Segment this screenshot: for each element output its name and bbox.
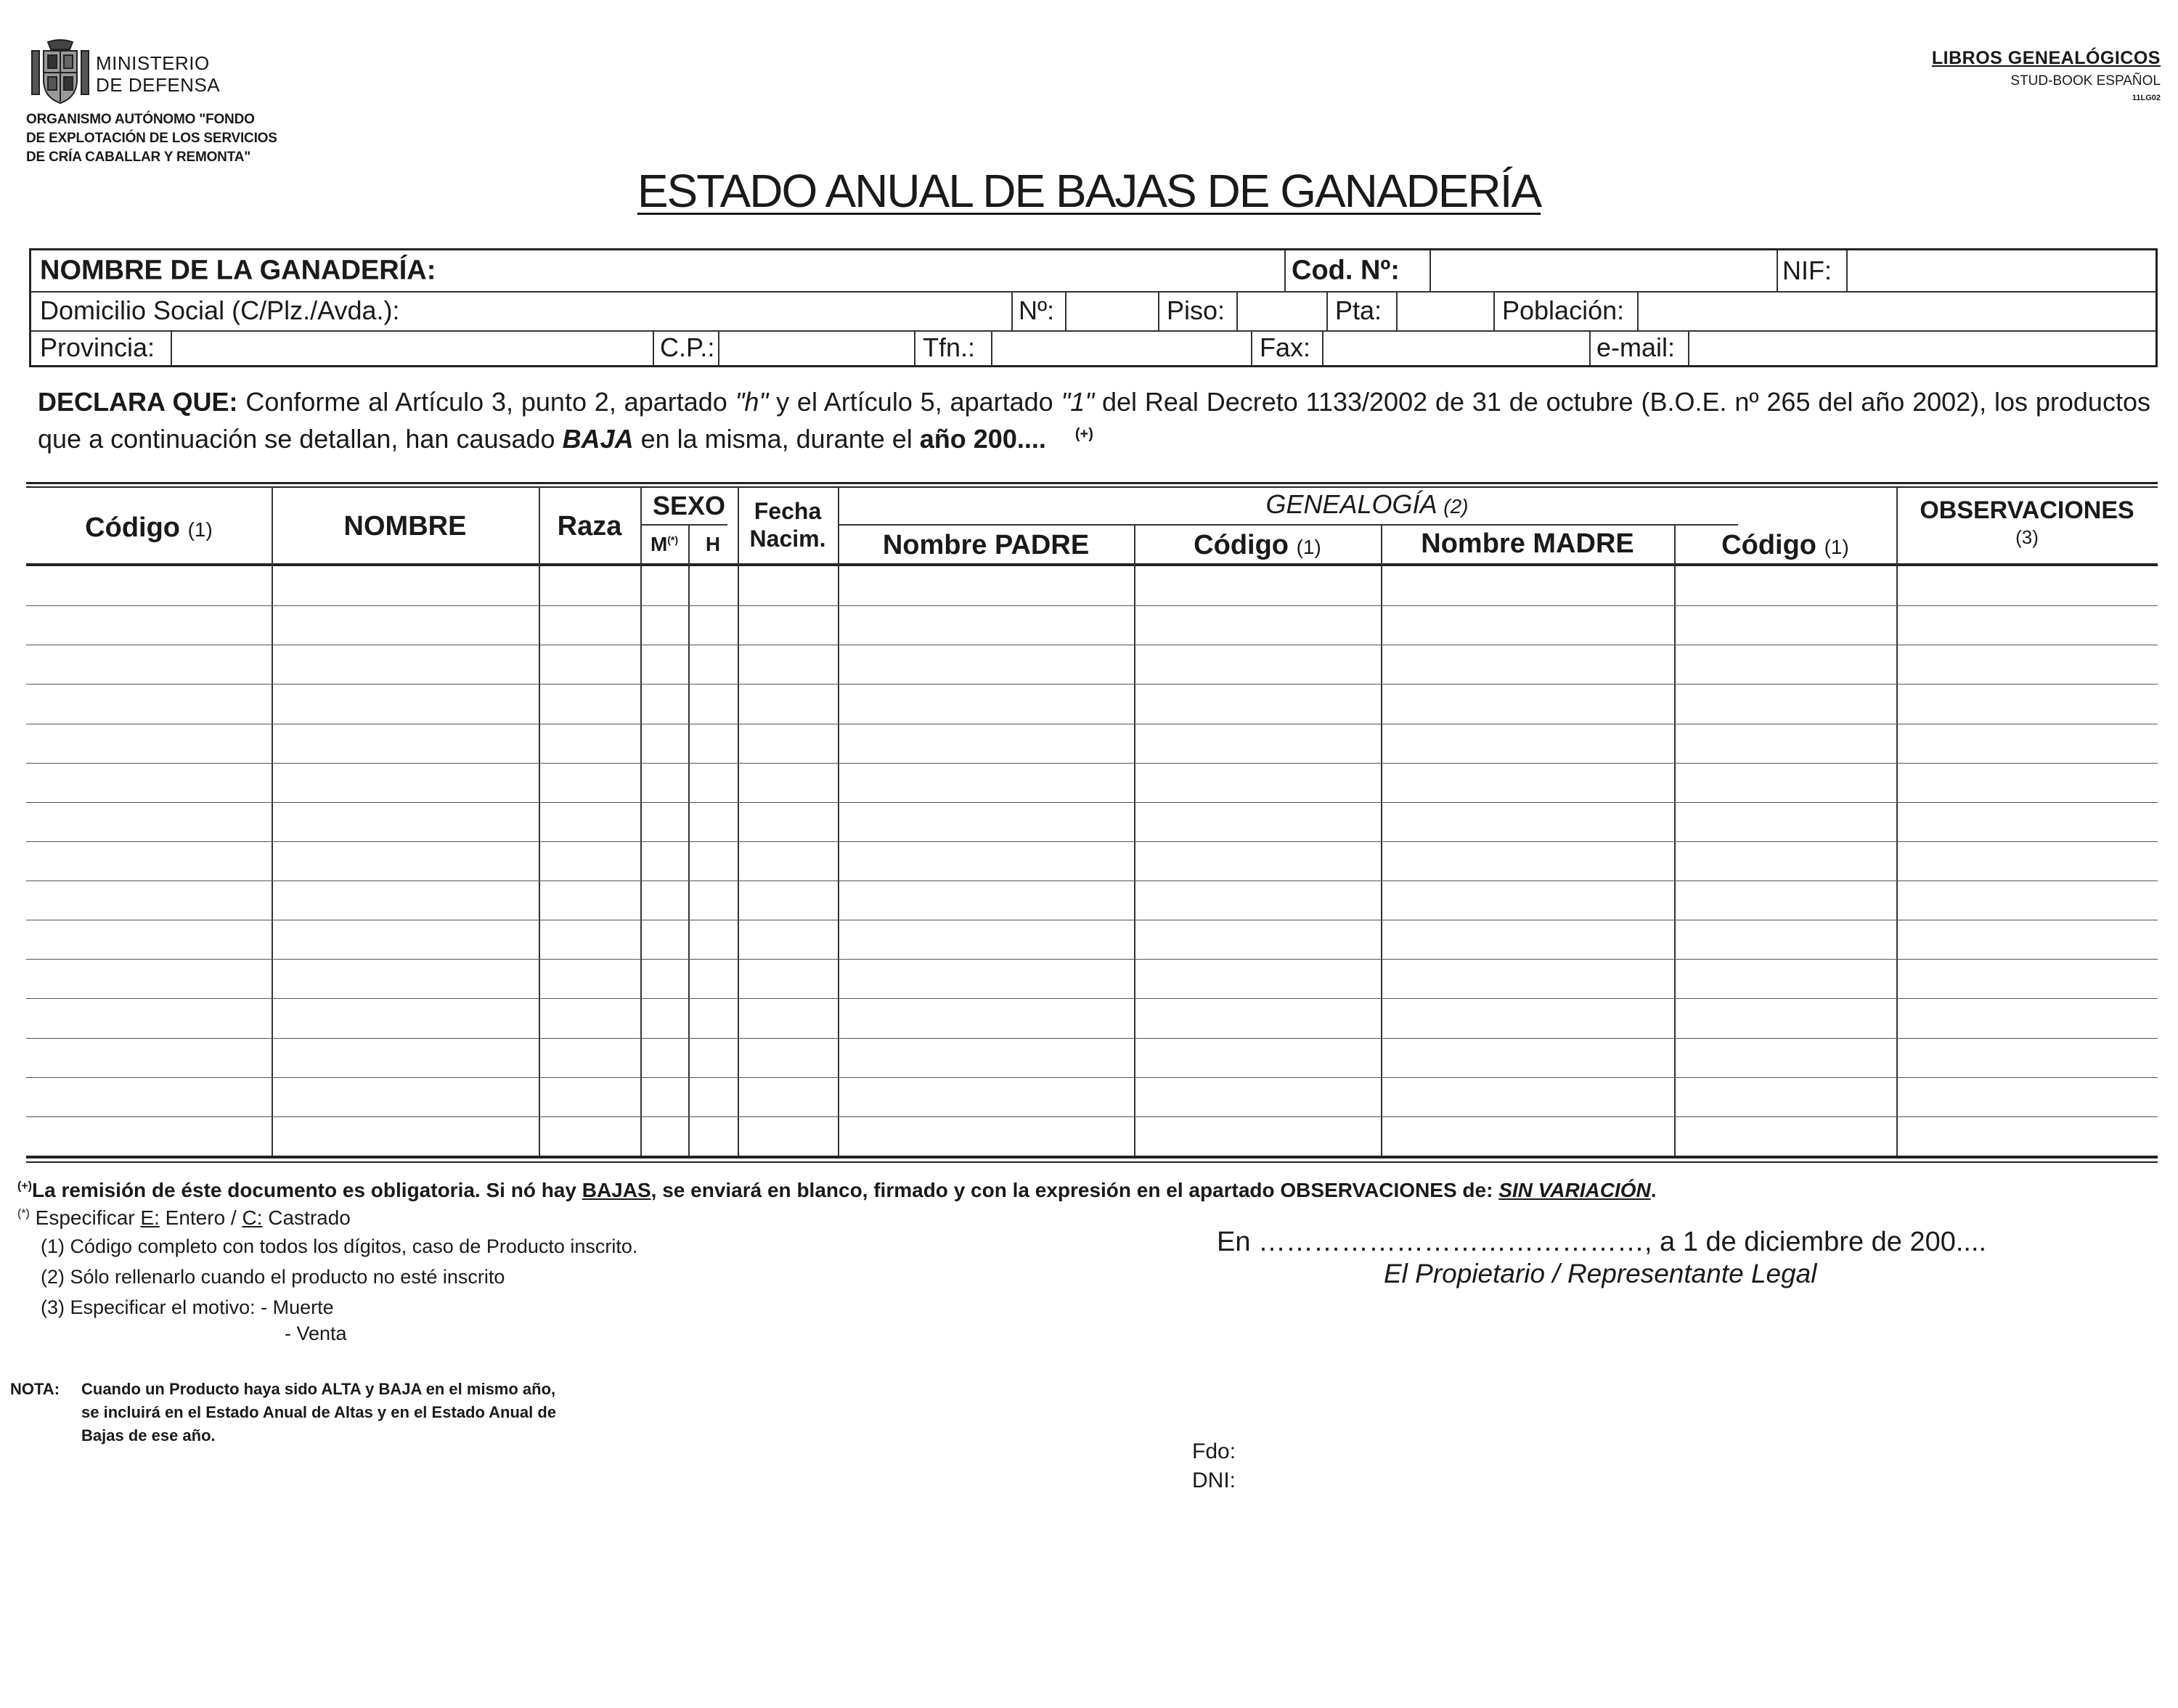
libros-title: LIBROS GENEALÓGICOS bbox=[1931, 48, 2161, 68]
form-code: 11LG02 bbox=[2132, 94, 2161, 102]
divider bbox=[1322, 330, 1323, 365]
declara-text-4: en la misma, durante el bbox=[633, 424, 920, 454]
divider bbox=[1429, 250, 1431, 291]
ministry-line-2: DE DEFENSA bbox=[96, 74, 221, 96]
note-plus-sin-variacion: SIN VARIACIÓN bbox=[1498, 1179, 1651, 1201]
page-title bbox=[0, 164, 2178, 218]
provincia-field[interactable] bbox=[174, 332, 650, 364]
note-star-text-d: Castrado bbox=[262, 1206, 351, 1229]
col-header-genealogia bbox=[838, 489, 1896, 520]
col-header-observaciones bbox=[1896, 497, 2158, 549]
note-star-text-a: Especificar bbox=[29, 1206, 141, 1229]
note-plus-text-a: La remisión de éste documento es obligatoria. Si nó hay bbox=[32, 1179, 582, 1201]
note-especificar bbox=[17, 1206, 351, 1230]
note-star-e: E: bbox=[140, 1206, 160, 1229]
id-row-1 bbox=[31, 250, 2155, 293]
cp-field[interactable] bbox=[721, 332, 910, 364]
col-header-codigo-text: Código bbox=[85, 512, 181, 543]
domicilio-field[interactable] bbox=[420, 293, 1008, 329]
fdo-label[interactable]: Fdo: bbox=[1192, 1439, 1236, 1463]
email-field[interactable] bbox=[1691, 332, 2154, 364]
table-top-rule-inner bbox=[26, 486, 2158, 488]
declara-year: año 200.... bbox=[919, 424, 1046, 454]
observaciones-text: OBSERVACIONES bbox=[1920, 497, 2134, 524]
note-plus-bajas: BAJAS bbox=[582, 1179, 651, 1201]
table-bottom-rule bbox=[26, 1156, 2158, 1159]
fax-field[interactable] bbox=[1325, 332, 1586, 364]
divider bbox=[1637, 291, 1639, 330]
sexo-m-text: M bbox=[650, 533, 668, 555]
domicilio-label: Domicilio Social (C/Plz./Avda.): bbox=[40, 295, 400, 325]
table-row[interactable] bbox=[26, 645, 2158, 685]
declara-one: "1" bbox=[1061, 387, 1095, 417]
divider bbox=[718, 330, 719, 365]
coat-of-arms-logo bbox=[26, 39, 94, 106]
table-top-rule bbox=[26, 482, 2158, 484]
email-label: e-mail: bbox=[1596, 332, 1676, 362]
nombre-ganaderia-label: NOMBRE DE LA GANADERÍA: bbox=[40, 255, 436, 286]
tfn-label: Tfn.: bbox=[923, 332, 976, 362]
divider bbox=[171, 330, 172, 365]
stud-book-header bbox=[1932, 48, 2161, 102]
nota-label: NOTA: bbox=[10, 1380, 60, 1398]
codigo-padre-ref: (1) bbox=[1296, 536, 1321, 558]
col-header-codigo-ref: (1) bbox=[187, 518, 213, 541]
note-plus-end: . bbox=[1650, 1179, 1657, 1201]
pta-field[interactable] bbox=[1399, 293, 1490, 329]
sexo-m-mark: (*) bbox=[667, 534, 679, 546]
footnote-2: (2) Sólo rellenarlo cuando el producto no esté inscrito bbox=[41, 1266, 505, 1288]
divider bbox=[1777, 250, 1778, 291]
fax-label: Fax: bbox=[1260, 332, 1311, 362]
ministry-line-1: MINISTERIO bbox=[96, 52, 210, 74]
cod-no-field[interactable] bbox=[1432, 252, 1774, 290]
table-bottom-rule-inner bbox=[26, 1161, 2158, 1163]
dni-label[interactable]: DNI: bbox=[1192, 1468, 1236, 1492]
divider bbox=[1846, 250, 1848, 291]
table-row[interactable] bbox=[26, 763, 2158, 803]
table-row[interactable] bbox=[26, 959, 2158, 999]
col-header-sexo-m bbox=[640, 533, 688, 556]
libros-subtitle: STUD-BOOK ESPAÑOL bbox=[2010, 73, 2161, 89]
note-star-text-b: Entero / bbox=[159, 1206, 242, 1229]
declara-baja: BAJA bbox=[562, 424, 634, 454]
poblacion-field[interactable] bbox=[1640, 293, 2154, 329]
divider bbox=[1493, 291, 1495, 330]
col-header-nombre-padre: Nombre PADRE bbox=[882, 530, 1090, 560]
footnote-1: (1) Código completo con todos los dígitos, caso de Producto inscrito. bbox=[41, 1235, 638, 1257]
numero-label: Nº: bbox=[1019, 295, 1055, 325]
col-header-nombre: NOMBRE bbox=[343, 511, 467, 542]
footnote-3-venta: - Venta bbox=[285, 1323, 347, 1344]
genealogia-header-rule bbox=[838, 524, 1738, 526]
piso-label: Piso: bbox=[1167, 295, 1225, 325]
col-header-sexo-h: H bbox=[705, 533, 721, 555]
codigo-madre-ref: (1) bbox=[1824, 536, 1849, 558]
codigo-madre-text: Código bbox=[1721, 530, 1817, 560]
id-row-3 bbox=[31, 330, 2155, 365]
nacim-text: Nacim. bbox=[749, 526, 826, 552]
tfn-field[interactable] bbox=[994, 332, 1248, 364]
table-row[interactable] bbox=[26, 998, 2158, 1038]
divider bbox=[1236, 291, 1238, 330]
org-line-1: ORGANISMO AUTÓNOMO "FONDO bbox=[26, 112, 255, 127]
note-obligatoria bbox=[17, 1179, 1656, 1202]
nota-text: Cuando un Producto haya sido ALTA y BAJA en el mismo año, se incluirá en el Estado Anual de Altas y en el Estado Anual de Bajas de ese año. bbox=[81, 1380, 557, 1445]
genealogia-text: GENEALOGÍA bbox=[1265, 489, 1437, 519]
table-row[interactable] bbox=[26, 605, 2158, 645]
organism-name bbox=[26, 110, 277, 167]
divider bbox=[1158, 291, 1159, 330]
observaciones-ref: (3) bbox=[2015, 526, 2039, 548]
nif-label: NIF: bbox=[1782, 256, 1832, 285]
owner-signature-label: El Propietario / Representante Legal bbox=[1384, 1259, 1817, 1288]
note-plus-mark: (+) bbox=[17, 1180, 32, 1193]
divider bbox=[1589, 330, 1591, 365]
poblacion-label: Población: bbox=[1502, 295, 1625, 325]
col-header-codigo-madre bbox=[1674, 530, 1896, 561]
divider bbox=[1284, 250, 1286, 291]
table-row[interactable] bbox=[26, 566, 2158, 606]
divider bbox=[1011, 291, 1013, 330]
id-row-2 bbox=[31, 291, 2155, 332]
col-header-codigo bbox=[26, 512, 272, 544]
page-title-text: ESTADO ANUAL DE BAJAS DE GANADERÍA bbox=[637, 165, 1541, 217]
col-header-sexo: SEXO bbox=[652, 491, 726, 520]
table-row[interactable] bbox=[26, 920, 2158, 960]
place-date-line[interactable]: En ……………………………………, a 1 de diciembre de 200.... bbox=[1217, 1227, 1987, 1257]
piso-field[interactable] bbox=[1239, 293, 1323, 329]
declara-text-3: del Real Decreto 1133/2002 de 31 de octubre (B.O.E. nº 265 del año 2002), los productos que a continuación se detallan, han causado bbox=[38, 387, 2150, 454]
codigo-padre-text: Código bbox=[1194, 530, 1289, 560]
declara-text-2: y el Artículo 5, apartado bbox=[768, 387, 1061, 417]
col-header-nombre-madre: Nombre MADRE bbox=[1421, 528, 1634, 559]
table-row[interactable] bbox=[26, 684, 2158, 724]
numero-field[interactable] bbox=[1068, 293, 1155, 329]
nombre-ganaderia-field[interactable] bbox=[438, 252, 1280, 290]
table-row[interactable] bbox=[26, 880, 2158, 920]
table-row[interactable] bbox=[26, 724, 2158, 764]
declara-mark: (+) bbox=[1074, 426, 1093, 442]
col-header-codigo-padre bbox=[1134, 530, 1381, 561]
footnote-3: (3) Especificar el motivo: - Muerte bbox=[41, 1296, 334, 1318]
org-line-3: DE CRÍA CABALLAR Y REMONTA" bbox=[26, 150, 251, 165]
declaration-paragraph bbox=[38, 386, 2150, 455]
ganaderia-identification-box bbox=[29, 248, 2158, 367]
signature-block bbox=[1192, 1437, 1236, 1495]
divider bbox=[653, 330, 654, 365]
ministry-name bbox=[96, 52, 220, 96]
fecha-text: Fecha bbox=[754, 498, 822, 524]
declara-text-1: Conforme al Artículo 3, punto 2, apartado bbox=[237, 387, 735, 417]
nif-field[interactable] bbox=[1849, 252, 2154, 290]
divider bbox=[1396, 291, 1398, 330]
col-header-fecha bbox=[738, 497, 838, 553]
divider bbox=[991, 330, 992, 365]
cp-label: C.P.: bbox=[660, 332, 715, 362]
note-star-c: C: bbox=[242, 1206, 263, 1229]
table-row[interactable] bbox=[26, 1116, 2158, 1156]
col-header-raza: Raza bbox=[557, 511, 622, 542]
table-row[interactable] bbox=[26, 841, 2158, 881]
bajas-table bbox=[26, 482, 2158, 1164]
genealogia-ref: (2) bbox=[1443, 495, 1469, 518]
note-star-mark: (*) bbox=[17, 1207, 30, 1220]
declara-lead: DECLARA QUE: bbox=[38, 387, 238, 417]
table-row[interactable] bbox=[26, 802, 2158, 842]
divider bbox=[1251, 330, 1252, 365]
org-line-2: DE EXPLOTACIÓN DE LOS SERVICIOS bbox=[26, 131, 277, 146]
divider bbox=[1326, 291, 1328, 330]
divider bbox=[1688, 330, 1689, 365]
cod-no-label: Cod. Nº: bbox=[1292, 255, 1400, 286]
provincia-label: Provincia: bbox=[40, 332, 155, 362]
note-plus-text-b: , se enviará en blanco, firmado y con la expresión en el apartado OBSERVACIONES de: bbox=[650, 1179, 1499, 1201]
declara-h: "h" bbox=[735, 387, 769, 417]
divider bbox=[914, 330, 915, 365]
divider bbox=[1065, 291, 1066, 330]
table-row[interactable] bbox=[26, 1077, 2158, 1117]
sexo-header-rule bbox=[642, 524, 727, 526]
table-row[interactable] bbox=[26, 1038, 2158, 1078]
pta-label: Pta: bbox=[1335, 295, 1382, 325]
